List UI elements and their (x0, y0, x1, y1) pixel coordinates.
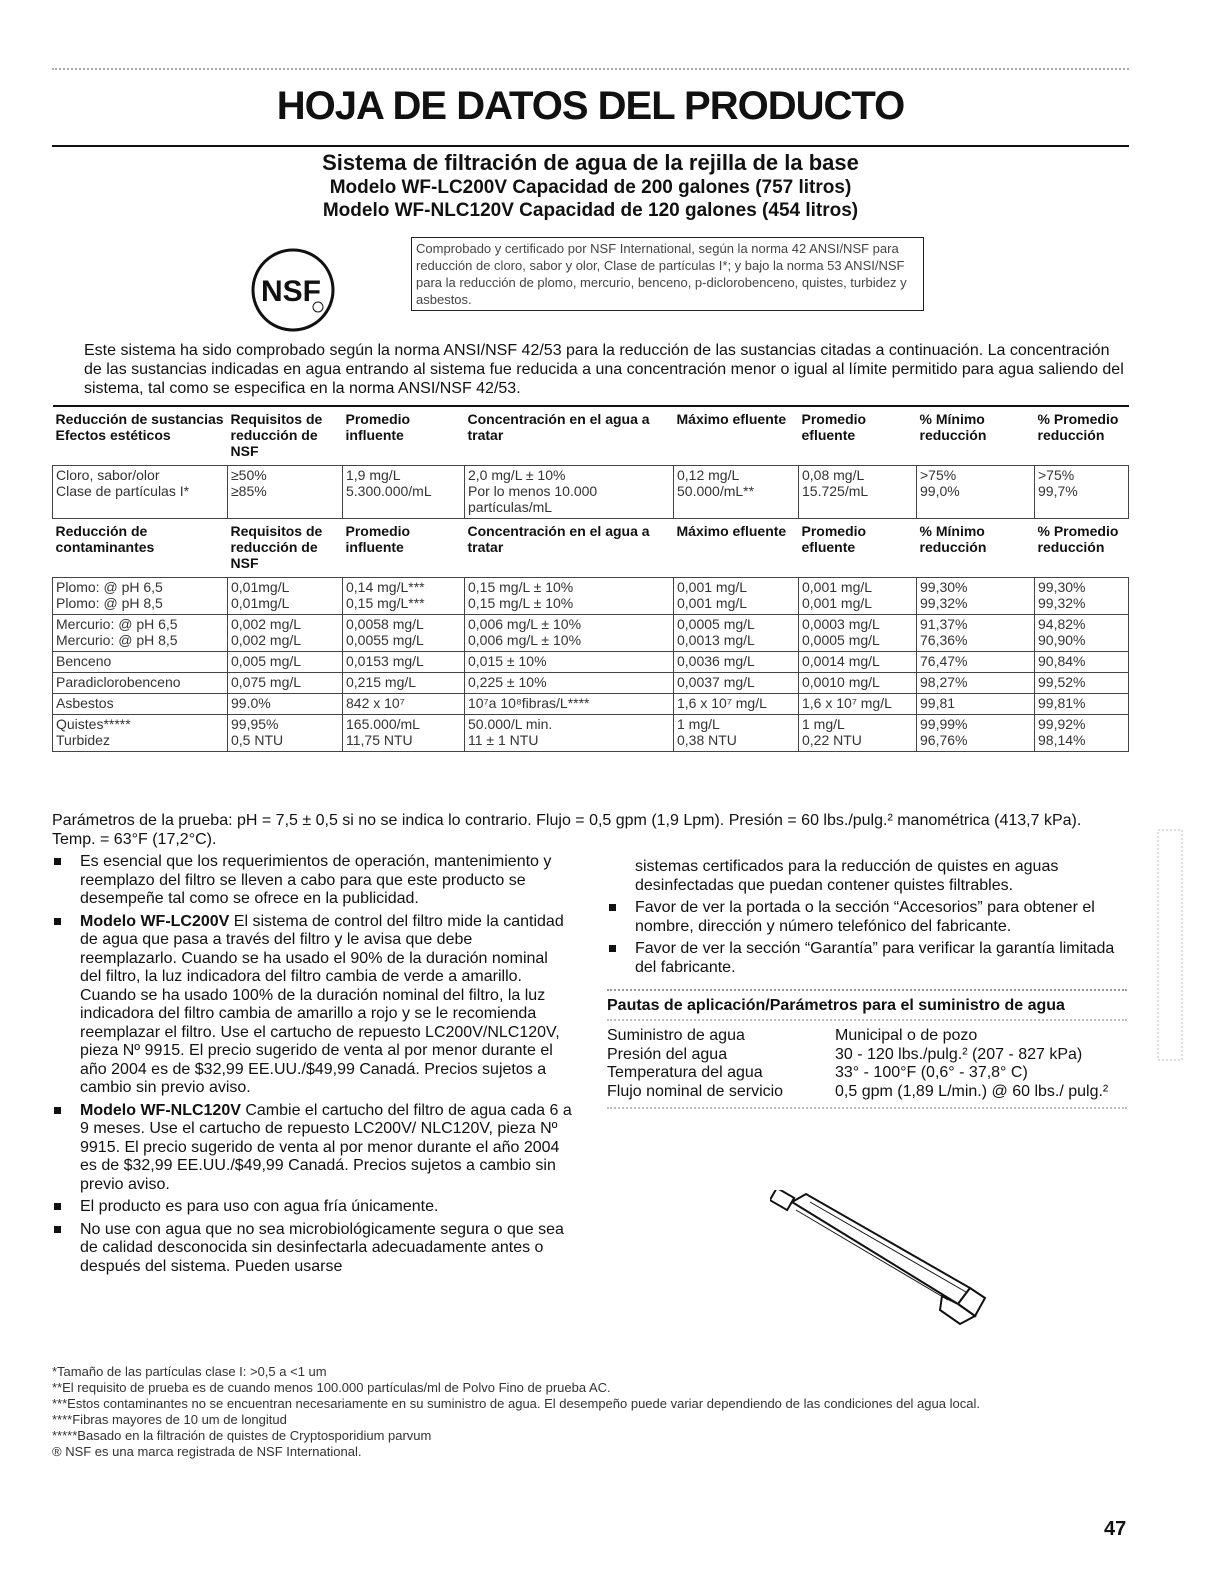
contaminant-cell-4: 0,0005 mg/L 0,0013 mg/L (674, 615, 799, 652)
test-parameters: Parámetros de la prueba: pH = 7,5 ± 0,5 si no se indica lo contrario. Flujo = 0,5 gpm (1,9 Lpm). Presión = 60 lbs./pulg.² manométrica (413,7 kPa). Temp. = 63°F (17,2°C). (52, 812, 1082, 848)
guidelines-rows (607, 1027, 1127, 1101)
left-bullet-list (52, 853, 572, 1276)
performance-data-table (52, 405, 1129, 752)
footnote: ® NSF es una marca registrada de NSF International. (52, 1444, 362, 1459)
contaminant-cell-6: 99,30% 99,32% (917, 578, 1035, 615)
contaminant-cell-1: 0,005 mg/L (228, 652, 343, 673)
contaminant-cell-4: 0,001 mg/L 0,001 mg/L (674, 578, 799, 615)
intro-paragraph: Este sistema ha sido comprobado según la norma ANSI/NSF 42/53 para la reducción de las sustancias citadas a continuación. La concentración de las sustancias indicadas en agua entrando al sistema fue reducida a una concentración menor o igual al límite permitido para agua saliendo del sistema, tal como se especifica en la norma ANSI/NSF 42/53. (84, 342, 1124, 397)
right-column (607, 858, 1127, 1115)
contaminant-cell-5: 0,0010 mg/L (799, 673, 917, 694)
header1-cell-2: Promedio influente (343, 406, 465, 466)
header1-cell-0: Reducción de sustancias Efectos estéticos (53, 406, 228, 466)
contaminant-cell-4: 0,0036 mg/L (674, 652, 799, 673)
contaminant-cell-6: 99,81 (917, 694, 1035, 715)
aesthetic-cell-4: 0,12 mg/L 50.000/mL** (674, 466, 799, 519)
header2-cell-7: % Promedio reducción (1037, 523, 1119, 555)
header1-cell-5: Promedio efluente (799, 406, 917, 466)
guideline-value: Municipal o de pozo (835, 1027, 978, 1044)
guideline-value: 30 - 120 lbs./pulg.² (207 - 827 kPa) (835, 1045, 1083, 1063)
contaminant-cell-3: 0,006 mg/L ± 10% 0,006 mg/L ± 10% (465, 615, 674, 652)
subtitle-block (52, 150, 1129, 222)
guideline-row (607, 1027, 1127, 1046)
footnote: ****Fibras mayores de 10 um de longitud (52, 1412, 287, 1427)
contaminant-cell-3: 50.000/L min. 11 ± 1 NTU (465, 715, 674, 752)
guidelines-bottom-rule (607, 1107, 1127, 1109)
contaminant-cell-7: 94,82% 90,90% (1035, 615, 1129, 652)
system-subtitle: Sistema de filtración de agua de la rejilla de la base (322, 150, 859, 175)
aesthetic-cell-3: 2,0 mg/L ± 10% Por lo menos 10.000 partículas/mL (465, 466, 674, 519)
header1-cell-7: % Promedio reducción (1035, 406, 1129, 466)
header2-cell-3: Concentración en el agua a tratar (467, 523, 650, 555)
contaminant-cell-3: 0,015 ± 10% (465, 652, 674, 673)
contaminant-cell-2: 0,0058 mg/L 0,0055 mg/L (343, 615, 465, 652)
table-row (53, 466, 1129, 519)
filter-cartridge-illustration (770, 1190, 990, 1330)
contaminant-cell-1: 99.0% (228, 694, 343, 715)
contaminant-cell-0: Asbestos (53, 694, 228, 715)
header1-cell-4: Máximo efluente (674, 406, 799, 466)
list-item: Favor de ver la sección “Garantía” para verificar la garantía limitada del fabricante. (607, 940, 1127, 977)
aesthetic-cell-1: ≥50% ≥85% (228, 466, 343, 519)
guideline-row (607, 1083, 1127, 1102)
guidelines-dotted-rule (607, 1019, 1127, 1021)
contaminant-cell-4: 1 mg/L 0,38 NTU (674, 715, 799, 752)
guideline-value: 33° - 100°F (0,6° - 37,8° C) (835, 1064, 1028, 1081)
contaminant-cell-2: 0,215 mg/L (343, 673, 465, 694)
footnotes (52, 1364, 1129, 1460)
contaminant-cell-2: 165.000/mL 11,75 NTU (343, 715, 465, 752)
contaminant-cell-7: 99,30% 99,32% (1035, 578, 1129, 615)
list-item: Favor de ver la portada o la sección “Accesorios” para obtener el nombre, dirección y número telefónico del fabricante. (607, 899, 1127, 936)
contaminant-cell-5: 0,0003 mg/L 0,0005 mg/L (799, 615, 917, 652)
right-bullet-list (607, 858, 1127, 895)
table-row (53, 578, 1129, 615)
model-label: Modelo WF-LC200V (80, 912, 230, 930)
contaminant-cell-7: 99,81% (1035, 694, 1129, 715)
header1-cell-6: % Mínimo reducción (917, 406, 1035, 466)
contaminant-cell-6: 91,37% 76,36% (917, 615, 1035, 652)
contaminant-rows (53, 578, 1129, 752)
guideline-key: Presión del agua (607, 1045, 728, 1063)
contaminant-cell-0: Quistes***** Turbidez (53, 715, 228, 752)
aesthetic-cell-6: >75% 99,0% (917, 466, 1035, 519)
aesthetic-cell-7: >75% 99,7% (1035, 466, 1129, 519)
footnote: ***Estos contaminantes no se encuentran necesariamente en su suministro de agua. El desempeño puede variar dependiendo de las condiciones del agua local. (52, 1396, 980, 1411)
guideline-value: 0,5 gpm (1,89 L/min.) @ 60 lbs./ pulg.² (835, 1082, 1109, 1100)
aesthetic-cell-2: 1,9 mg/L 5.300.000/mL (343, 466, 465, 519)
header2-cell-4: Máximo efluente (676, 523, 787, 539)
contaminant-cell-3: 0,225 ± 10% (465, 673, 674, 694)
contaminant-cell-1: 0,075 mg/L (228, 673, 343, 694)
aesthetic-rows (53, 466, 1129, 519)
aesthetic-header-row (53, 406, 1129, 466)
left-column (52, 853, 572, 1280)
contaminant-cell-0: Benceno (53, 652, 228, 673)
header1-cell-3: Concentración en el agua a tratar (465, 406, 674, 466)
contaminant-cell-1: 99,95% 0,5 NTU (228, 715, 343, 752)
model-label: Modelo WF-NLC120V (80, 1101, 241, 1119)
page-number: 47 (1104, 1518, 1127, 1540)
footnote: *Tamaño de las partículas clase I: >0,5 a <1 um (52, 1364, 327, 1379)
list-item: Modelo WF-LC200V El sistema de control del filtro mide la cantidad de agua que pasa a través del filtro y le avisa que debe reemplazarlo. Cuando se ha usado el 90% de la duración nominal del filtro, la luz indicadora del filtro cambia de verde a amarillo. Cuando se ha usado 100% de la duración nominal del filtro, la luz indicadora del filtro cambia de amarillo a rojo y se le recomienda reemplazar el filtro. Use el cartucho de repuesto LC200V/NLC120V, pieza Nº 9915. El precio sugerido de venta al por menor durante el año 2004 es de $32,99 EE.UU./$49,99 Canadá. Precios sujetos a cambio sin previo aviso. (52, 913, 572, 1098)
table-row (53, 715, 1129, 752)
contaminant-cell-1: 0,002 mg/L 0,002 mg/L (228, 615, 343, 652)
nsf-logo-icon (250, 247, 336, 333)
right-bullet-list-2 (607, 899, 1127, 977)
contaminant-cell-0: Plomo: @ pH 6,5 Plomo: @ pH 8,5 (53, 578, 228, 615)
contaminant-cell-7: 99,52% (1035, 673, 1129, 694)
guideline-row (607, 1046, 1127, 1065)
contaminant-header-row (53, 519, 1129, 578)
contaminant-cell-7: 99,92% 98,14% (1035, 715, 1129, 752)
model-nlc120v-line: Modelo WF-NLC120V Capacidad de 120 galones (454 litros) (322, 200, 859, 221)
header2-cell-6: % Mínimo reducción (919, 523, 987, 555)
header2-cell-2: Promedio influente (345, 523, 411, 555)
footnote: **El requisito de prueba es de cuando menos 100.000 partículas/ml de Polvo Fino de prueba AC. (52, 1380, 611, 1395)
contaminant-cell-2: 0,0153 mg/L (343, 652, 465, 673)
nsf-logo-text: NSF (261, 275, 321, 308)
page-title: HOJA DE DATOS DEL PRODUCTO (276, 84, 905, 128)
contaminant-cell-1: 0,01mg/L 0,01mg/L (228, 578, 343, 615)
guideline-key: Temperatura del agua (607, 1064, 763, 1081)
guideline-key: Suministro de agua (607, 1027, 745, 1044)
guidelines-title: Pautas de aplicación/Parámetros para el suministro de agua (607, 997, 1065, 1014)
contaminant-cell-4: 1,6 x 10⁷ mg/L (674, 694, 799, 715)
contaminant-cell-6: 98,27% (917, 673, 1035, 694)
contaminant-cell-2: 842 x 10⁷ (343, 694, 465, 715)
header1-cell-1: Requisitos de reducción de NSF (228, 406, 343, 466)
list-item: Modelo WF-NLC120V Cambie el cartucho del filtro de agua cada 6 a 9 meses. Use el cartucho de repuesto LC200V/ NLC120V, pieza Nº 9915. El precio sugerido de venta al por menor durante el año 2004 es de $32,99 EE.UU./$49,99 Canadá. Precios sujetos a cambio sin previo aviso. (52, 1102, 572, 1195)
list-item-continuation: sistemas certificados para la reducción de quistes en aguas desinfectadas que puedan contener quistes filtrables. (635, 858, 1059, 894)
table-row (53, 652, 1129, 673)
table-row (53, 615, 1129, 652)
contaminant-cell-7: 90,84% (1035, 652, 1129, 673)
header2-cell-0: Reducción de contaminantes (55, 523, 155, 555)
contaminant-cell-3: 10⁷a 10⁸fibras/L**** (465, 694, 674, 715)
contaminant-cell-5: 0,001 mg/L 0,001 mg/L (799, 578, 917, 615)
contaminant-cell-3: 0,15 mg/L ± 10% 0,15 mg/L ± 10% (465, 578, 674, 615)
contaminant-cell-6: 76,47% (917, 652, 1035, 673)
list-item: El producto es para uso con agua fría únicamente. (52, 1198, 572, 1217)
list-item: No use con agua que no sea microbiológicamente segura o que sea de calidad desconocida sin desinfectarla adecuadamente antes o después del sistema. Pueden usarse (52, 1221, 572, 1277)
guideline-row (607, 1064, 1127, 1083)
contaminant-cell-5: 1 mg/L 0,22 NTU (799, 715, 917, 752)
contaminant-cell-2: 0,14 mg/L*** 0,15 mg/L*** (343, 578, 465, 615)
contaminant-cell-4: 0,0037 mg/L (674, 673, 799, 694)
table-row (53, 673, 1129, 694)
model-lc200v-line: Modelo WF-LC200V Capacidad de 200 galones (757 litros) (329, 177, 852, 198)
list-item: Es esencial que los requerimientos de operación, mantenimiento y reemplazo del filtro se lleven a cabo para que este producto se desempeñe tal como se ofrece en la publicidad. (52, 853, 572, 909)
contaminant-cell-6: 99,99% 96,76% (917, 715, 1035, 752)
espanol-side-tab-icon (1150, 820, 1190, 1070)
aesthetic-cell-0: Cloro, sabor/olor Clase de partículas I* (53, 466, 228, 519)
header2-cell-5: Promedio efluente (801, 523, 867, 555)
aesthetic-cell-5: 0,08 mg/L 15.725/mL (799, 466, 917, 519)
guideline-key: Flujo nominal de servicio (607, 1082, 784, 1100)
contaminant-cell-5: 1,6 x 10⁷ mg/L (799, 694, 917, 715)
header2-cell-1: Requisitos de reducción de NSF (230, 523, 323, 571)
top-dotted-rule (52, 68, 1129, 70)
contaminant-cell-5: 0,0014 mg/L (799, 652, 917, 673)
title-rule (52, 145, 1129, 147)
nsf-certification-box: Comprobado y certificado por NSF International, según la norma 42 ANSI/NSF para reducción de cloro, sabor y olor, Clase de partículas I*; y bajo la norma 53 ANSI/NSF para la reducción de plomo, mercurio, benceno, p-diclorobenceno, quistes, turbidez y asbestos. (411, 237, 924, 311)
contaminant-cell-0: Mercurio: @ pH 6,5 Mercurio: @ pH 8,5 (53, 615, 228, 652)
table-row (53, 694, 1129, 715)
footnote: *****Basado en la filtración de quistes de Cryptosporidium parvum (52, 1428, 432, 1443)
water-supply-guidelines (607, 989, 1127, 1109)
contaminant-cell-0: Paradiclorobenceno (53, 673, 228, 694)
